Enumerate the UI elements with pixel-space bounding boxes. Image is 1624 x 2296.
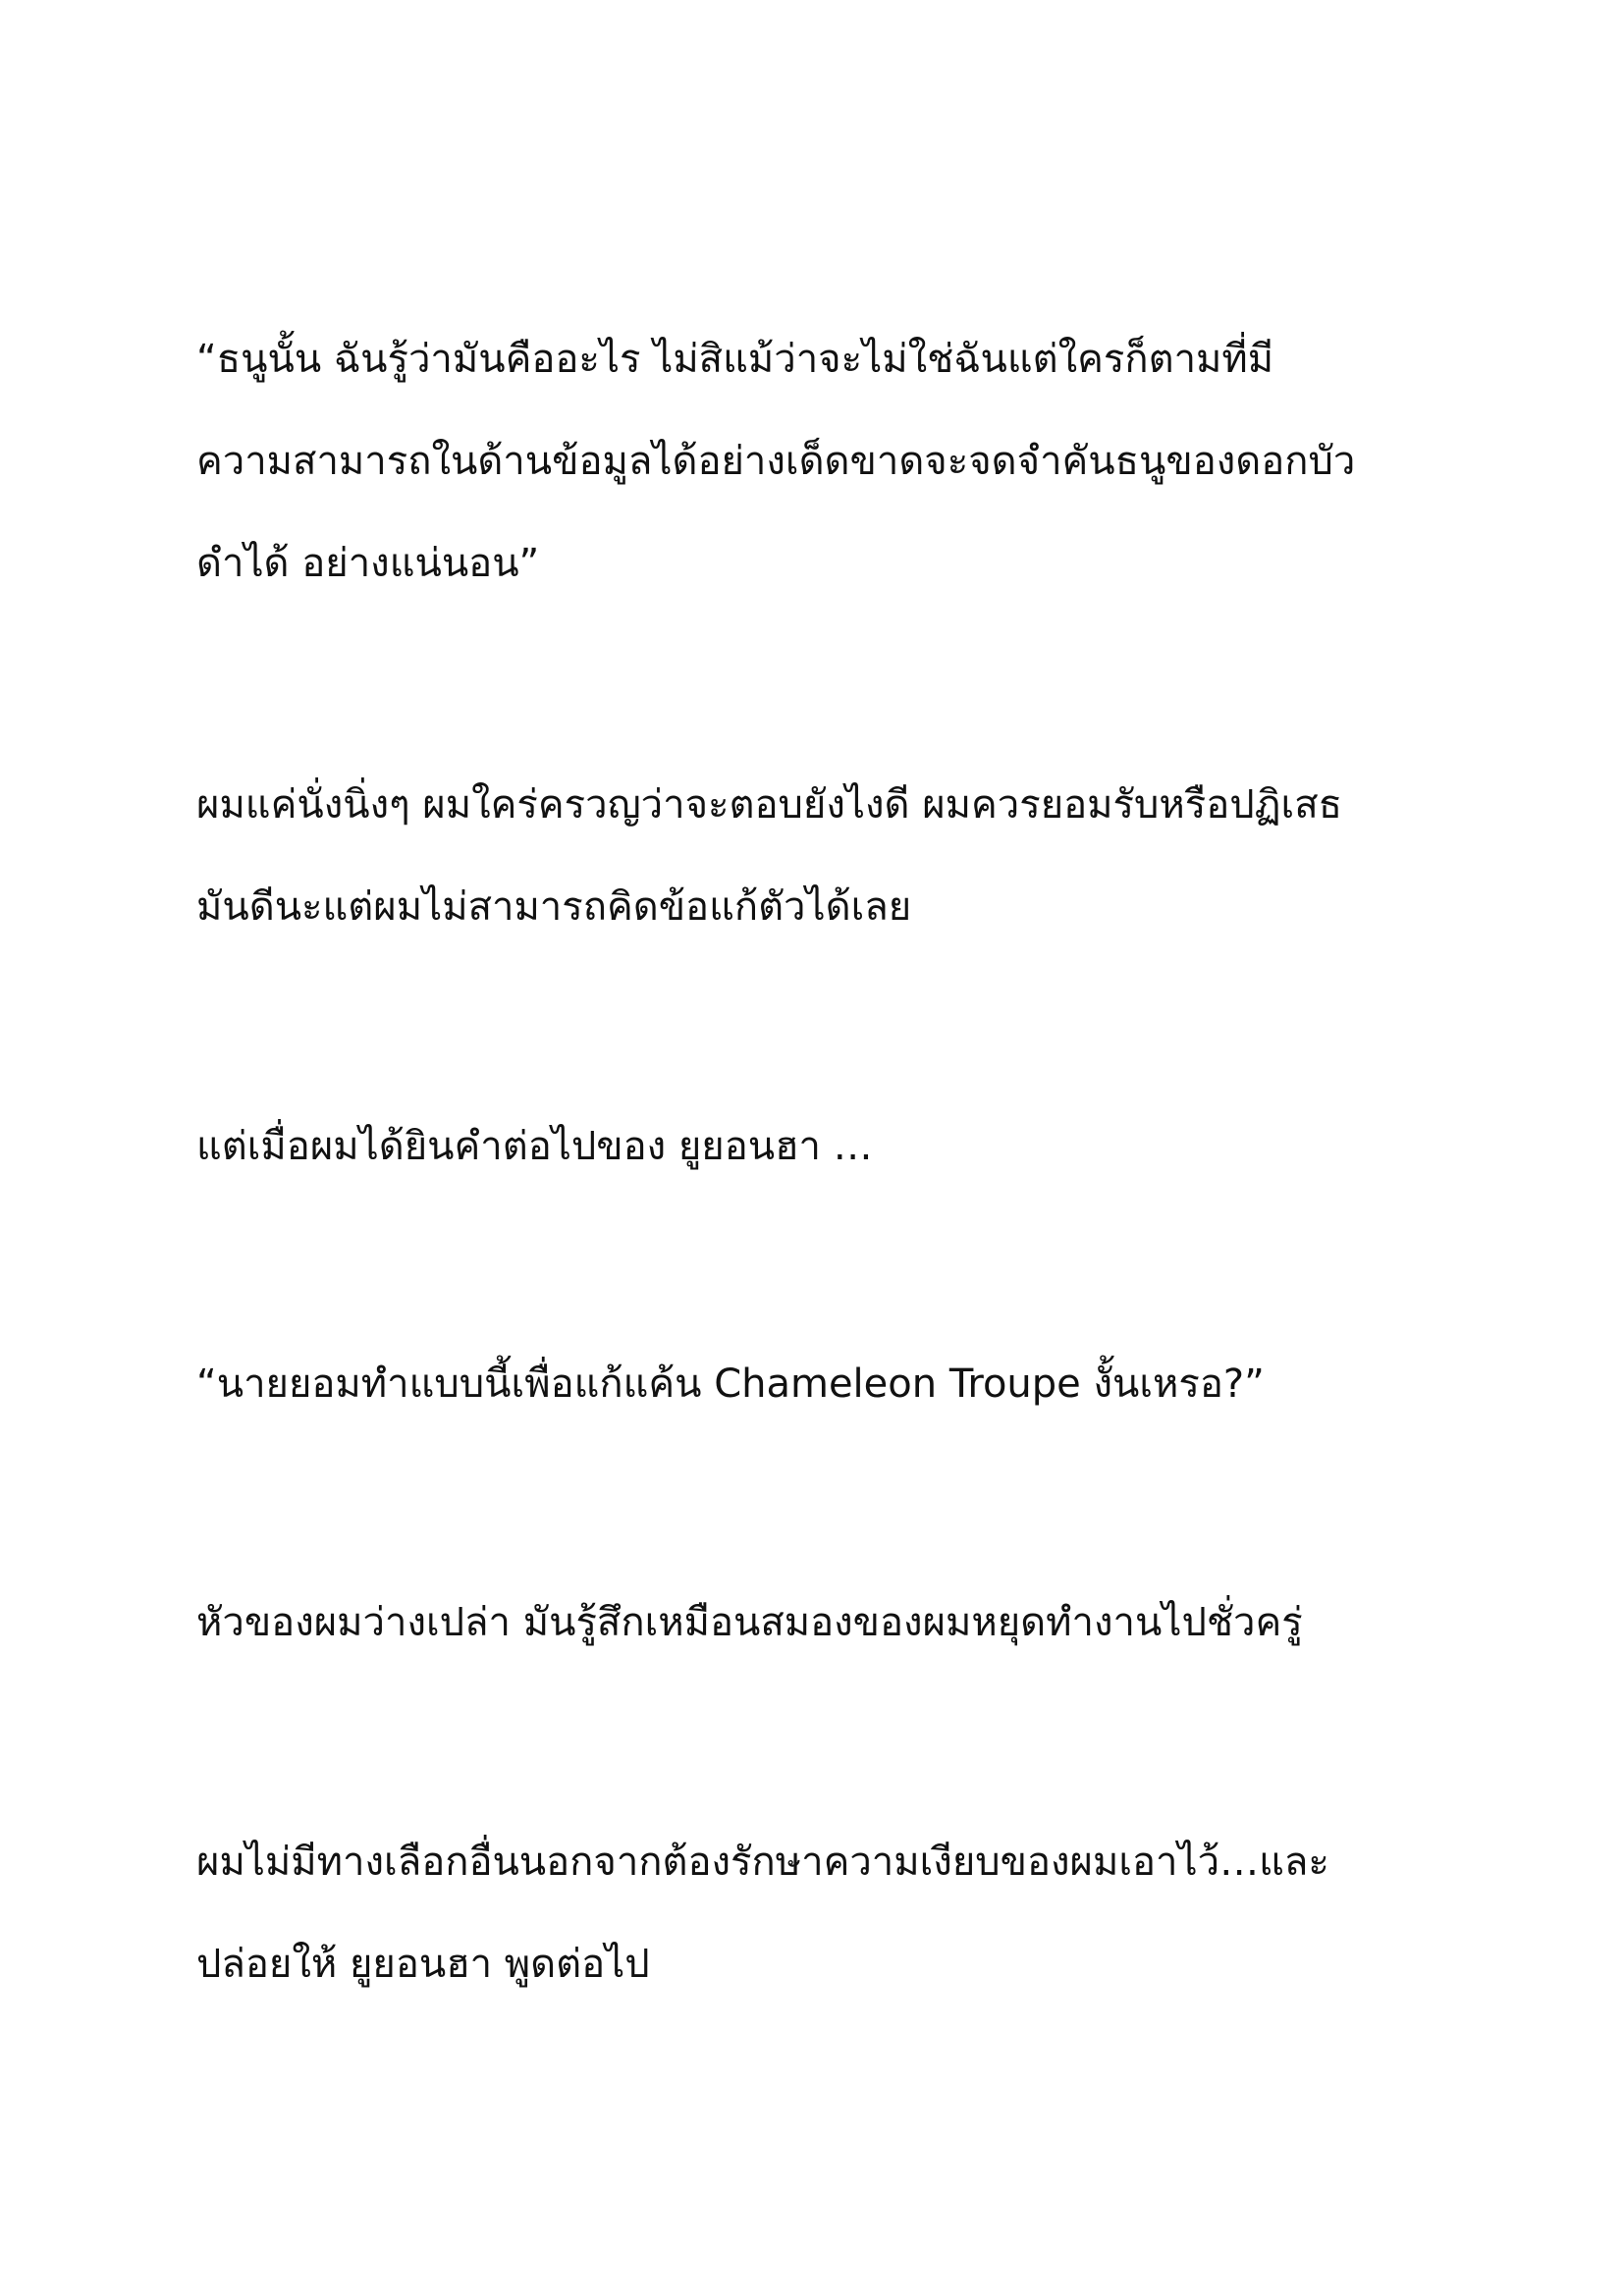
text-line: ความสามารถในด้านข้อมูลได้อย่างเด็ดขาดจะจดจำคันธนูของดอกบัว — [196, 439, 1356, 484]
paragraph-narration-blank — [196, 1572, 1453, 1674]
text-line: ดำได้ อย่างแน่นอน” — [196, 541, 540, 586]
text-line: ผมไม่มีทางเลือกอื่นนอกจากต้องรักษาความเงียบของผมเอาไว้…และ — [196, 1840, 1329, 1885]
text-line: ปล่อยให้ ยูยอนฮา พูดต่อไป — [196, 1942, 650, 1987]
paragraph-narration-silence — [196, 1811, 1453, 2015]
text-line: ผมแค่นั่งนิ่งๆ ผมใคร่ครวญว่าจะตอบยังไงดี ผมควรยอมรับหรือปฏิเสธ — [196, 782, 1343, 828]
text-line: “นายยอมทำแบบนี้เพื่อแก้แค้น Chameleon Troupe งั้นเหรอ?” — [196, 1362, 1265, 1407]
text-line: แต่เมื่อผมได้ยินคำต่อไปของ ยูยอนฮา … — [196, 1124, 873, 1169]
text-line: มันดีนะแต่ผมไม่สามารถคิดข้อแก้ตัวได้เลย — [196, 884, 912, 930]
paragraph-dialogue-revenge — [196, 1333, 1453, 1435]
paragraph-narration-heard — [196, 1095, 1453, 1198]
text-line: “ธนูนั้น ฉันรู้ว่ามันคืออะไร ไม่สิแม้ว่าจะไม่ใช่ฉันแต่ใครก็ตามที่มี — [196, 337, 1274, 382]
text-line: หัวของผมว่างเปล่า มันรู้สึกเหมือนสมองของผมหยุดทำงานไปชั่วครู่ — [196, 1600, 1303, 1645]
paragraph-narration-thinking — [196, 754, 1453, 958]
paragraph-dialogue-bow — [196, 308, 1453, 614]
